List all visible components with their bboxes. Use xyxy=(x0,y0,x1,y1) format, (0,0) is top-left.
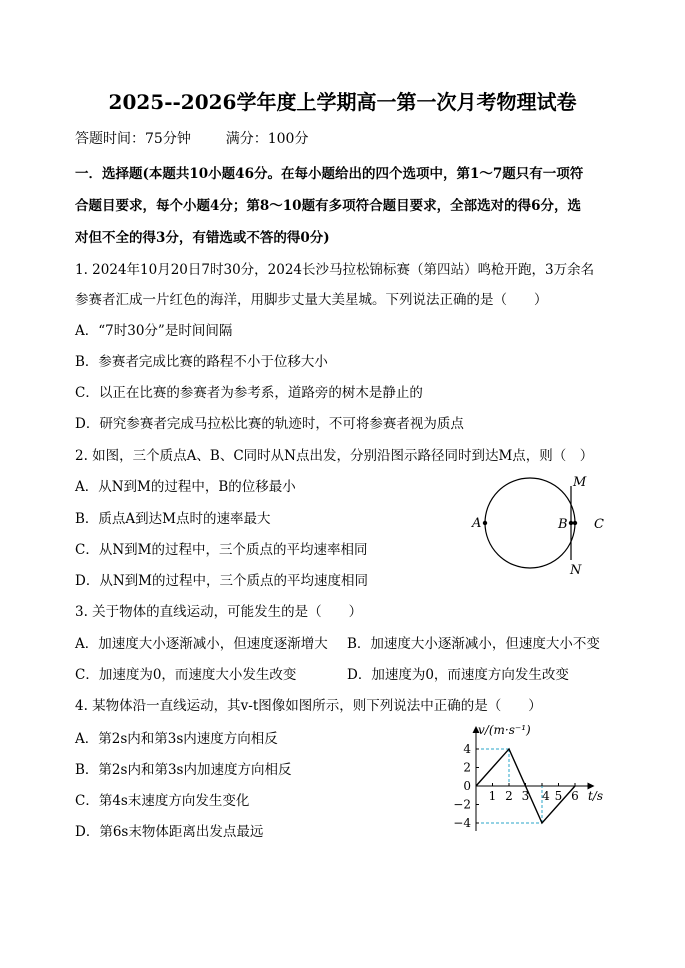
x-axis-label: t/s xyxy=(587,789,604,803)
q3-row2 xyxy=(75,666,569,684)
q2-option-b: B．质点A到达M点时的速率最大 xyxy=(75,511,271,527)
q1-stem-line1: 1. 2024年10月20日7时30分，2024长沙马拉松锦标赛（第四站）鸣枪开跑，3万余名 xyxy=(75,262,595,278)
section-instructions-line2: 合题目要求，每个小题4分；第8～10题有多项符合题目要求，全部选对的得6分，选 xyxy=(75,198,581,214)
q2-option-a: A．从N到M的过程中，B的位移最小 xyxy=(75,479,296,495)
time-label: 答题时间： xyxy=(75,131,145,147)
q2-option-d: D．从N到M的过程中，三个质点的平均速度相同 xyxy=(75,573,368,589)
exam-meta xyxy=(75,130,308,148)
section-instructions-line1: 一．选择题(本题共10小题46分。在每小题给出的四个选项中，第1～7题只有一项符 xyxy=(75,166,584,182)
section-instructions-line3: 对但不全的得3分，有错选或不答的得0分) xyxy=(75,230,330,246)
q4-option-d: D．第6s末物体距离出发点最远 xyxy=(75,824,264,840)
q3-option-b: B．加速度大小逐渐减小，但速度大小不变 xyxy=(347,636,600,652)
q2-label-n: N xyxy=(570,563,582,578)
y-tick-label: −4 xyxy=(453,816,471,830)
time-value: 75分钟 xyxy=(145,131,191,147)
q2-point-a xyxy=(483,521,487,525)
q4-option-c: C．第4s末速度方向发生变化 xyxy=(75,793,250,809)
q2-stem: 2. 如图，三个质点A、B、C同时从N点出发，分别沿图示路径同时到达M点，则（ ） xyxy=(75,448,594,464)
q1-option-b: B．参赛者完成比赛的路程不小于位移大小 xyxy=(75,354,328,370)
x-tick-label: 1 xyxy=(488,789,497,803)
q3-row1 xyxy=(75,635,600,653)
y-tick-label: 0 xyxy=(463,779,471,793)
score-label: 满分： xyxy=(225,131,268,147)
x-tick-label: 5 xyxy=(554,789,563,803)
x-tick-label: 3 xyxy=(521,789,530,803)
q2-point-c xyxy=(573,521,577,525)
y-tick-label: −2 xyxy=(453,797,471,812)
y-axis-label: v/(m·s⁻¹) xyxy=(478,723,531,737)
q3-stem: 3. 关于物体的直线运动，可能发生的是（ ） xyxy=(75,604,363,620)
q3-option-d: D．加速度为0，而速度方向发生改变 xyxy=(347,667,569,683)
y-tick-label: 2 xyxy=(463,760,471,775)
q2-circle-figure xyxy=(470,466,615,582)
score-value: 100分 xyxy=(267,131,309,147)
q4-option-a: A．第2s内和第3s内速度方向相反 xyxy=(75,731,278,747)
q2-label-c: C xyxy=(594,517,604,532)
q3-option-a: A．加速度大小逐渐减小，但速度逐渐增大 xyxy=(75,636,328,652)
y-tick-label: 4 xyxy=(463,742,471,756)
q2-label-b: B xyxy=(558,517,568,532)
q4-vt-chart xyxy=(448,718,618,833)
x-tick-label: 2 xyxy=(505,789,513,803)
q2-label-a: A xyxy=(472,516,482,531)
q1-option-a: A．“7时30分”是时间间隔 xyxy=(75,323,233,339)
x-tick-label: 4 xyxy=(542,789,550,803)
q2-point-b xyxy=(569,521,573,525)
q1-option-d: D．研究参赛者完成马拉松比赛的轨迹时，不可将参赛者视为质点 xyxy=(75,416,464,432)
q3-option-c: C．加速度为0，而速度大小发生改变 xyxy=(75,667,297,683)
q1-stem-line2: 参赛者汇成一片红色的海洋，用脚步丈量大美星城。下列说法正确的是（ ） xyxy=(75,292,548,308)
q2-label-m: M xyxy=(573,475,587,490)
x-tick-label: 6 xyxy=(571,789,579,803)
q4-option-b: B．第2s内和第3s内加速度方向相反 xyxy=(75,762,292,778)
q2-option-c: C．从N到M的过程中，三个质点的平均速率相同 xyxy=(75,542,368,558)
q1-option-c: C．以正在比赛的参赛者为参考系，道路旁的树木是静止的 xyxy=(75,385,423,401)
q4-stem: 4. 某物体沿一直线运动，其v-t图像如图所示，则下列说法中正确的是（ ） xyxy=(75,698,542,714)
exam-title: 2025--2026学年度上学期高一第一次月考物理试卷 xyxy=(108,90,577,114)
